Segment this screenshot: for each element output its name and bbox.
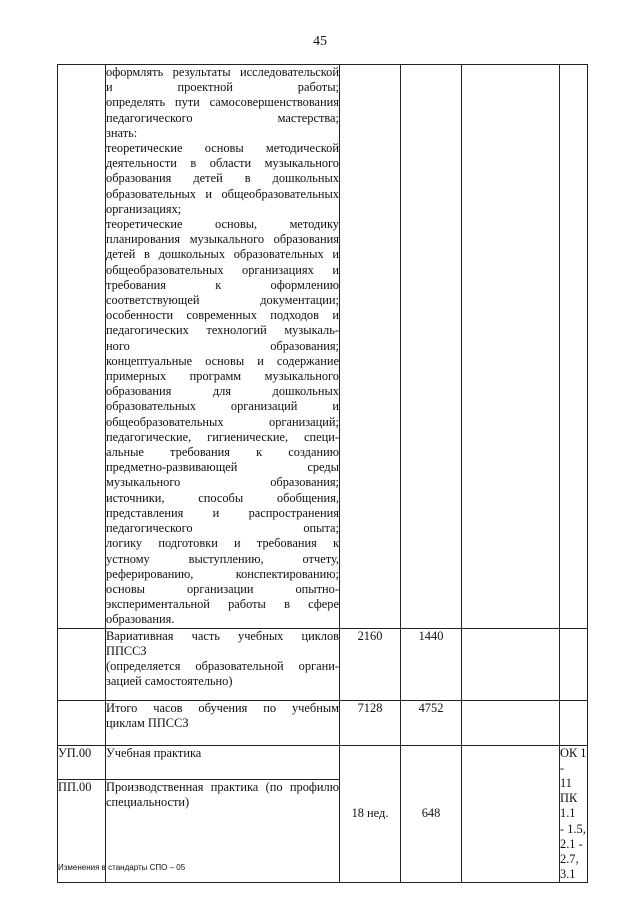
text-line: ППССЗ [106,643,147,658]
total-text [106,701,339,731]
code-up00: УП.00 [58,745,106,779]
disciplines-cell [462,628,560,700]
practice-duration: 18 нед. [340,745,401,883]
variative-text [106,629,339,690]
competencies-cell [560,65,588,629]
required-load-cell: 4752 [401,700,462,745]
text-line: - 1.5, [560,821,586,836]
text-line: (определяется образовательной органи- [106,658,339,673]
text-line: педагогических технологий музыкаль- [106,323,339,338]
text-line: 2.1 - [560,836,583,851]
text-line: теоретические основы методической [106,141,339,156]
continuation-text [106,65,339,628]
text-line: предметно-развивающей среды [106,460,339,475]
text-line: 11 [560,775,572,790]
text-line: педагогические, гигиенические, специ- [106,429,339,444]
text-line: знать: [106,125,138,140]
text-line: логику подготовки и требования к [106,536,339,551]
text-line: теоретические основы, методику [106,217,339,232]
code-cell [58,628,106,700]
text-line: планирования музыкального образования [106,232,339,247]
pp00-title [106,780,339,810]
text-line: образовательных организаций и [106,399,339,414]
text-line: основы организации опытно- [106,581,339,596]
code-pp00: ПП.00 [58,779,106,882]
table-row [58,628,588,700]
text-line: устному выступлению, отчету, [106,551,339,566]
text-line: музыкального образования; [106,475,339,490]
text-line: циклам ППССЗ [106,715,189,730]
up00-title: Учебная практика [106,745,340,779]
text-line: образования. [106,612,175,627]
text-line: образования детей в дошкольных [106,171,339,186]
text-line: детей в дошкольных образовательных и [106,247,339,262]
code-cell [58,700,106,745]
text-line: источники, способы обобщения, [106,490,339,505]
practice-hours: 648 [401,745,462,883]
competencies-cell [560,628,588,700]
content-cell [106,700,340,745]
text-line: оформлять результаты исследовательской [106,65,339,79]
text-line: 2.7, 3.1 [560,851,579,882]
text-line: особенности современных подходов и [106,308,339,323]
disciplines-cell [462,700,560,745]
text-line: организациях; [106,201,182,216]
competencies-cell [560,700,588,745]
text-line: представления и распространения [106,505,339,520]
text-line: концептуальные основы и содержание [106,353,339,368]
text-line: альные требования к созданию [106,445,339,460]
curriculum-table [57,64,588,883]
table-row [58,745,588,779]
text-line: Производственная практика (по профилю [106,779,339,794]
table-row [58,700,588,745]
text-line: требования к оформлению [106,277,339,292]
text-line: определять пути самосовершенствования [106,95,339,110]
text-line: ного образования; [106,338,339,353]
table-row [58,65,588,629]
text-line: реферированию, конспектированию; [106,566,339,581]
text-line: педагогического опыта; [106,521,339,536]
content-cell [106,65,340,629]
content-cell [106,628,340,700]
practice-competencies [560,745,588,883]
text-line: общеобразовательных организаций; [106,414,339,429]
text-line: соответствующей документации; [106,293,339,308]
text-line: образования для дошкольных [106,384,339,399]
max-load-cell: 2160 [340,628,401,700]
text-line: образовательных и общеобразовательных [106,186,339,201]
text-line: специальности) [106,795,190,810]
text-line: примерных программ музыкального [106,369,339,384]
text-line: Вариативная часть учебных циклов [106,628,339,643]
text-line: зацией самостоятельно) [106,674,233,689]
required-load-cell [401,65,462,629]
text-line: Итого часов обучения по учебным [106,700,339,715]
disciplines-cell [462,745,560,883]
text-line: общеобразовательных организациях и [106,262,339,277]
footer-note: Изменения в стандарты СПО – 05 [58,863,186,872]
max-load-cell [340,65,401,629]
text-line: экспериментальной работы в сфере [106,597,339,612]
text-line: педагогического мастерства; [106,110,339,125]
max-load-cell: 7128 [340,700,401,745]
page-number: 45 [313,34,327,49]
text-line: деятельности в области музыкального [106,156,339,171]
required-load-cell: 1440 [401,628,462,700]
text-line: ПК 1.1 [560,791,578,821]
text-line: ОК 1 - [560,745,587,775]
disciplines-cell [462,65,560,629]
code-cell [58,65,106,629]
text-line: и проектной работы; [106,80,339,95]
